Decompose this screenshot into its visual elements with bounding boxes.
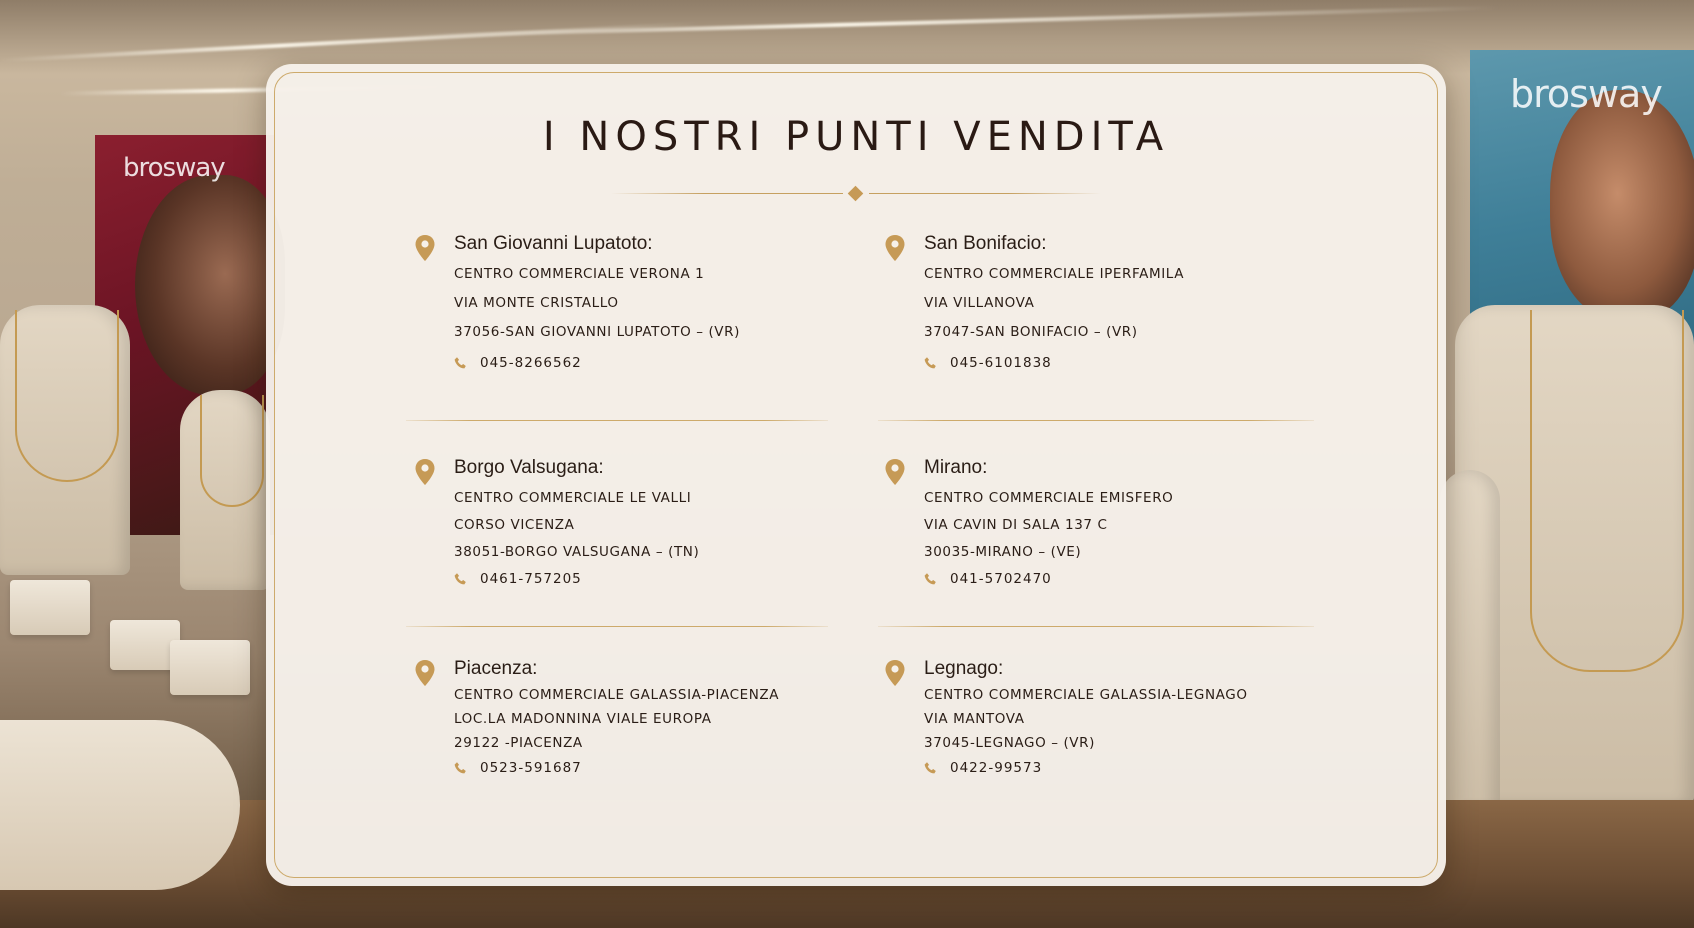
store-phone[interactable]: 0523-591687 (480, 760, 582, 776)
map-pin-icon (414, 234, 436, 262)
divider-line-left (611, 193, 843, 194)
store-address-line: CENTRO COMMERCIALE GALASSIA-LEGNAGO (924, 687, 1248, 703)
store-address-line: VIA MANTOVA (924, 711, 1025, 727)
store-name: San Giovanni Lupatoto: (454, 233, 653, 254)
store-phone[interactable]: 0461-757205 (480, 571, 582, 587)
store-address-line: CORSO VICENZA (454, 517, 575, 533)
store-phone-row[interactable] (924, 571, 1344, 589)
store-phone-row[interactable] (924, 760, 1344, 778)
phone-icon (924, 356, 938, 370)
phone-icon (454, 761, 468, 775)
map-pin-icon (884, 659, 906, 687)
stores-card (266, 64, 1446, 886)
store-address-line: VIA MONTE CRISTALLO (454, 295, 619, 311)
section-divider (878, 626, 1314, 627)
store-address-line: CENTRO COMMERCIALE GALASSIA-PIACENZA (454, 687, 780, 703)
phone-icon (454, 356, 468, 370)
store-phone-row[interactable] (924, 355, 1344, 373)
store-address-line: 29122 -PIACENZA (454, 735, 583, 751)
ring-display (10, 580, 90, 635)
map-pin-icon (414, 659, 436, 687)
phone-icon (924, 572, 938, 586)
ceiling-light (0, 22, 699, 63)
poster-logo-right: brosway (1510, 72, 1662, 116)
ceiling-light (400, 6, 1500, 39)
store-piacenza (454, 657, 874, 778)
poster-model-image (135, 175, 285, 395)
store-borgo-valsugana (454, 456, 874, 589)
store-san-giovanni-lupatoto (454, 232, 874, 373)
store-address-line: 30035-MIRANO – (VE) (924, 544, 1082, 560)
title-divider (611, 188, 1101, 200)
store-legnago (924, 657, 1344, 778)
store-name: Borgo Valsugana: (454, 457, 604, 478)
page-title: I NOSTRI PUNTI VENDITA (542, 114, 1170, 160)
phone-icon (924, 761, 938, 775)
store-phone-row[interactable] (454, 355, 874, 373)
ring-display (170, 640, 250, 695)
necklace-image (15, 310, 119, 482)
store-address-line: CENTRO COMMERCIALE EMISFERO (924, 490, 1174, 506)
store-address-line: 38051-BORGO VALSUGANA – (TN) (454, 544, 700, 560)
section-divider (406, 420, 828, 421)
store-address-line: 37045-LEGNAGO – (VR) (924, 735, 1095, 751)
store-address-line: VIA CAVIN DI SALA 137 C (924, 517, 1108, 533)
bracelet-roll-display (0, 720, 240, 890)
map-pin-icon (884, 234, 906, 262)
store-phone[interactable]: 045-6101838 (950, 355, 1052, 371)
store-name: Legnago: (924, 658, 1004, 679)
store-address-line: 37056-SAN GIOVANNI LUPATOTO – (VR) (454, 324, 740, 340)
store-address-line: 37047-SAN BONIFACIO – (VR) (924, 324, 1138, 340)
map-pin-icon (884, 458, 906, 486)
store-address-line: LOC.LA MADONNINA VIALE EUROPA (454, 711, 712, 727)
store-phone[interactable]: 045-8266562 (480, 355, 582, 371)
store-address-line: VIA VILLANOVA (924, 295, 1035, 311)
store-phone[interactable]: 041-5702470 (950, 571, 1052, 587)
phone-icon (454, 572, 468, 586)
store-phone[interactable]: 0422-99573 (950, 760, 1043, 776)
diamond-ornament-icon (848, 186, 864, 202)
poster-logo-left: brosway (123, 153, 225, 183)
store-address-line: CENTRO COMMERCIALE LE VALLI (454, 490, 692, 506)
map-pin-icon (414, 458, 436, 486)
jewelry-bust (1440, 470, 1500, 830)
store-phone-row[interactable] (454, 760, 874, 778)
necklace-image (1530, 310, 1684, 672)
section-divider (878, 420, 1314, 421)
store-address-line: CENTRO COMMERCIALE VERONA 1 (454, 266, 705, 282)
store-name: Piacenza: (454, 658, 538, 679)
store-san-bonifacio (924, 232, 1344, 373)
section-divider (406, 626, 828, 627)
store-phone-row[interactable] (454, 571, 874, 589)
store-name: San Bonifacio: (924, 233, 1047, 254)
poster-model-image (1550, 90, 1694, 320)
divider-line-right (869, 193, 1101, 194)
store-address-line: CENTRO COMMERCIALE IPERFAMILA (924, 266, 1185, 282)
necklace-image (200, 395, 264, 507)
store-name: Mirano: (924, 457, 988, 478)
store-mirano (924, 456, 1344, 589)
